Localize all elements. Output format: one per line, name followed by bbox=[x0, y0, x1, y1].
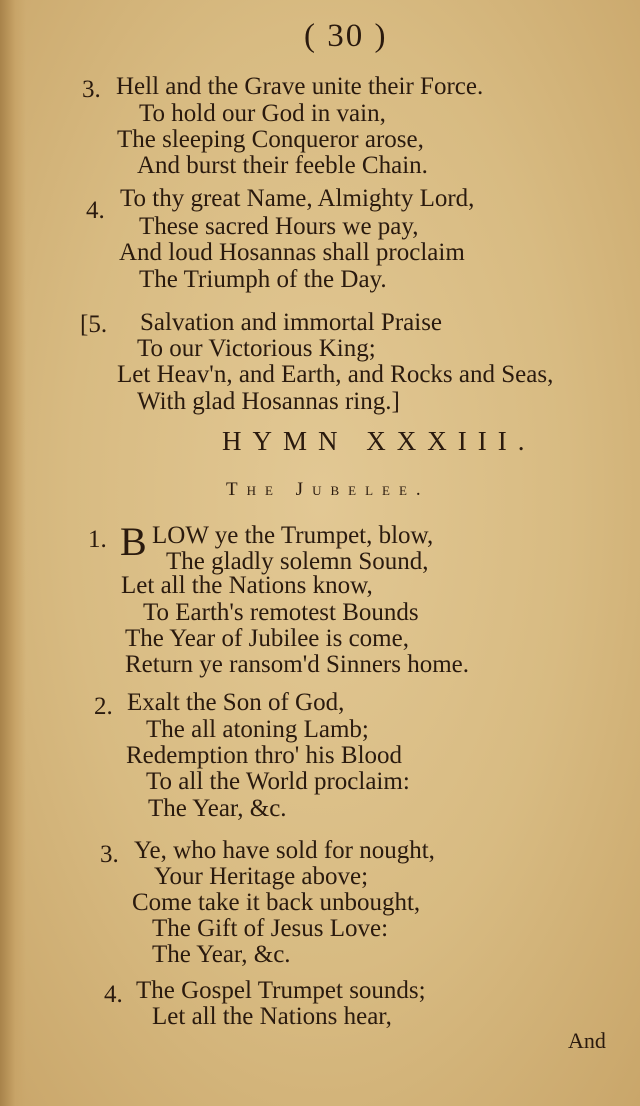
verse-line: To all the World proclaim: bbox=[146, 768, 410, 795]
stanza-number: 1. bbox=[88, 526, 107, 553]
verse-line: Salvation and immortal Praise bbox=[140, 309, 443, 336]
verse-line: The Year, &c. bbox=[148, 795, 287, 822]
verse-line: The Triumph of the Day. bbox=[139, 266, 387, 293]
verse-line: Come take it back unbought, bbox=[132, 889, 421, 916]
verse-line: And loud Hosannas shall proclaim bbox=[119, 239, 465, 266]
verse-line: LOW ye the Trumpet, blow, bbox=[152, 522, 434, 549]
page-number: ( 30 ) bbox=[304, 18, 388, 54]
catchword: And bbox=[568, 1028, 606, 1053]
verse-line: Let all the Nations know, bbox=[121, 572, 373, 599]
stanza-number: 3. bbox=[82, 76, 101, 103]
verse-line: Redemption thro' his Blood bbox=[126, 742, 403, 769]
verse-line: With glad Hosannas ring.] bbox=[137, 388, 400, 415]
verse-line: Let Heav'n, and Earth, and Rocks and Seas, bbox=[117, 361, 554, 388]
stanza-number: 4. bbox=[104, 981, 123, 1008]
verse-line: Return ye ransom'd Sinners home. bbox=[125, 651, 470, 678]
hymn-subtitle: The Jubelee. bbox=[226, 479, 430, 500]
verse-line: Hell and the Grave unite their Force. bbox=[116, 73, 484, 100]
stanza-number: 4. bbox=[86, 197, 105, 224]
drop-cap: B bbox=[120, 519, 147, 564]
verse-line: To Earth's remotest Bounds bbox=[143, 599, 419, 626]
verse-line: To our Victorious King; bbox=[137, 335, 376, 362]
verse-line: Let all the Nations hear, bbox=[152, 1003, 392, 1030]
verse-line: The Gift of Jesus Love: bbox=[152, 915, 389, 942]
verse-line: The Year, &c. bbox=[152, 941, 291, 968]
verse-line: Ye, who have sold for nought, bbox=[134, 837, 435, 864]
verse-line: The all atoning Lamb; bbox=[146, 716, 369, 743]
verse-line: Your Heritage above; bbox=[154, 863, 369, 890]
stanza-number: [5. bbox=[80, 311, 108, 338]
verse-line: To hold our God in vain, bbox=[139, 100, 386, 127]
page-edge-shadow bbox=[0, 0, 26, 1106]
verse-line: And burst their feeble Chain. bbox=[137, 152, 428, 179]
verse-line: The Gospel Trumpet sounds; bbox=[136, 977, 426, 1004]
stanza-number: 2. bbox=[94, 693, 113, 720]
hymn-title: HYMN XXXIII. bbox=[222, 426, 536, 456]
verse-line: To thy great Name, Almighty Lord, bbox=[120, 185, 475, 212]
verse-line: The Year of Jubilee is come, bbox=[125, 625, 409, 652]
verse-line: The sleeping Conqueror arose, bbox=[117, 126, 424, 153]
verse-line: The gladly solemn Sound, bbox=[166, 548, 429, 575]
stanza-number: 3. bbox=[100, 841, 119, 868]
verse-line: Exalt the Son of God, bbox=[127, 689, 345, 716]
verse-line: These sacred Hours we pay, bbox=[139, 213, 419, 240]
